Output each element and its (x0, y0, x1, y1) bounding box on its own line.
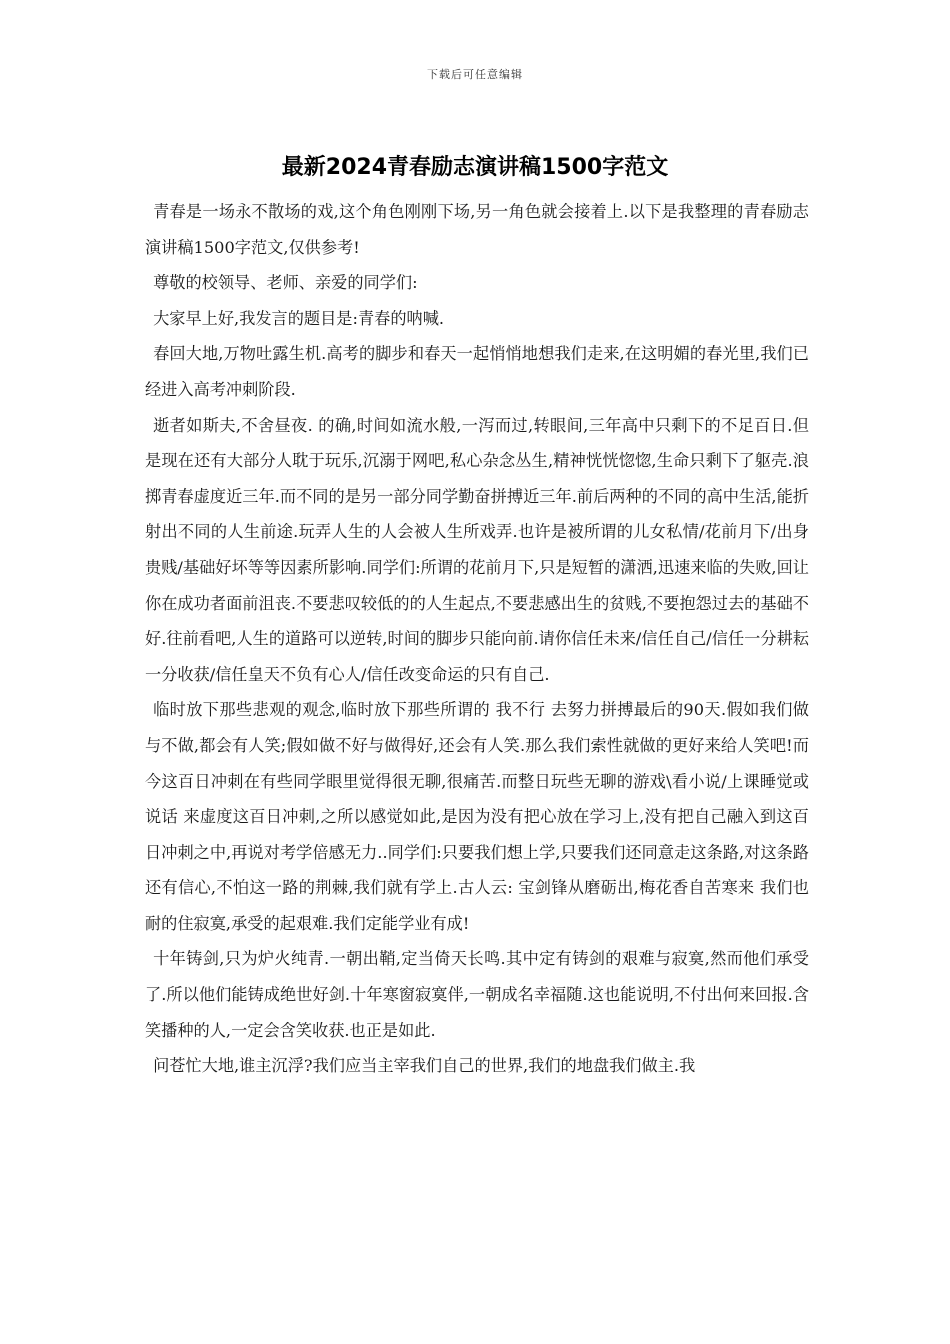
paragraph-time: 逝者如斯夫,不舍昼夜. 的确,时间如流水般,一泻而过,转眼间,三年高中只剩下的不足百日.但是现在还有大部分人耽于玩乐,沉溺于网吧,私心杂念丛生,精神恍恍惚惚,生命只剩下了躯壳.浪掷青春虚度近三年.而不同的是另一部分同学勤奋拼搏近三年.前后两种的不同的高中生活,能折射出不同的人生前途.玩弄人生的人会被人生所戏弄.也许是被所谓的儿女私情/花前月下/出身贵贱/基础好坏等等因素所影响.同学们:所谓的花前月下,只是短暂的潇洒,迅速来临的失败,回让你在成功者面前沮丧.不要悲叹较低的的人生起点,不要悲感出生的贫贱,不要抱怨过去的基础不好.往前看吧,人生的道路可以逆转,时间的脚步只能向前.请你信任未来/信任自己/信任一分耕耘一分收获/信任皇天不负有心人/信任改变命运的只有自己. (145, 415, 809, 684)
paragraph-greeting: 大家早上好,我发言的题目是:青春的呐喊. (153, 308, 445, 328)
page-header-note: 下载后可任意编辑 (427, 68, 523, 81)
paragraph-salutation: 尊敬的校领导、老师、亲爱的同学们: (153, 273, 418, 293)
document-body (145, 194, 809, 1084)
paragraph-ending: 问苍忙大地,谁主沉浮?我们应当主宰我们自己的世界,我们的地盘我们做主.我 (153, 1056, 696, 1076)
paragraph-intro: 青春是一场永不散场的戏,这个角色刚刚下场,另一角色就会接着上.以下是我整理的青春励志演讲稿1500字范文,仅供参考! (145, 202, 809, 257)
document-title: 最新2024青春励志演讲稿1500字范文 (281, 155, 669, 180)
paragraph-effort: 临时放下那些悲观的观念,临时放下那些所谓的 我不行 去努力拼搏最后的90天.假如我们做与不做,都会有人笑;假如做不好与做得好,还会有人笑.那么我们索性就做的更好来给人笑吧!而今这百日冲刺在有些同学眼里觉得很无聊,很痛苦.而整日玩些无聊的游戏\看小说/上课睡觉或说话 来虚度这百日冲刺,之所以感觉如此,是因为没有把心放在学习上,没有把自己融入到这百日冲刺之中,再说对考学倍感无力..同学们:只要我们想上学,只要我们还同意走这条路,对这条路还有信心,不怕这一路的荆棘,我们就有学上.古人云: 宝剑锋从磨砺出,梅花香自苦寒来 我们也耐的住寂寞,承受的起艰难.我们定能学业有成! (145, 700, 809, 933)
paragraph-spring: 春回大地,万物吐露生机.高考的脚步和春天一起悄悄地想我们走来,在这明媚的春光里,我们已经进入高考冲刺阶段. (145, 344, 809, 399)
paragraph-sword: 十年铸剑,只为炉火纯青.一朝出鞘,定当倚天长鸣.其中定有铸剑的艰难与寂寞,然而他们承受了.所以他们能铸成绝世好剑.十年寒窗寂寞伴,一朝成名幸福随.这也能说明,不付出何来回报.含笑播种的人,一定会含笑收获.也正是如此. (145, 949, 809, 1040)
